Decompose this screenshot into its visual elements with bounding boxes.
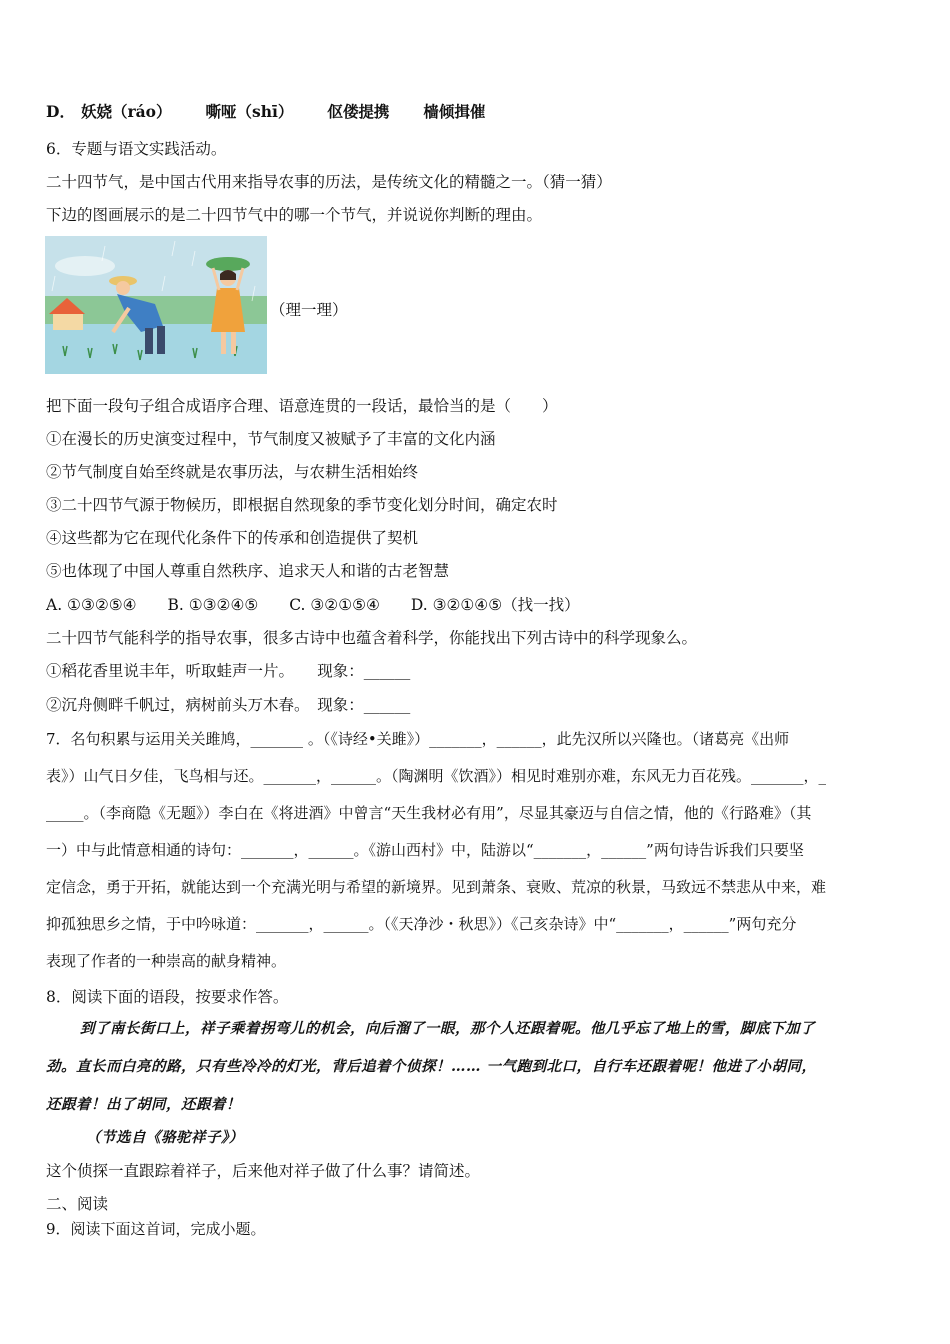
q8-title: 8．阅读下面的语段，按要求作答。 <box>46 988 289 1006</box>
section-2-title: 二、阅读 <box>46 1195 109 1213</box>
q6-sentence-5: ⑤也体现了中国人尊重自然秩序、追求天人和谐的古老智慧 <box>46 562 450 580</box>
house-wall <box>53 314 83 330</box>
option-d-item-3: 伛偻提携 <box>327 102 390 121</box>
q7-line-1: 7．名句积累与运用关关雎鸠，_______ 。（《诗经•关雎》）_______，______，此先汉所以兴隆也。（诸葛亮《出师 <box>46 730 790 748</box>
option-d-label: D． <box>46 102 75 121</box>
option-d-row <box>46 102 519 122</box>
q8-passage-line-3: 还跟着！出了胡同，还跟着！ <box>46 1096 241 1113</box>
option-d-item-2: 嘶哑（shī） <box>205 102 294 121</box>
q7-line-2: 表》）山气日夕佳，飞鸟相与还。_______，______。（陶渊明《饮酒》）相见时难别亦难，东风无力百花残。_______，_ <box>46 767 827 785</box>
q9-prompt: 9．阅读下面这首词，完成小题。 <box>46 1220 266 1238</box>
q6-sentence-3: ③二十四节气源于物候历，即根据自然现象的季节变化划分时间，确定农时 <box>46 496 558 514</box>
q6-sentence-4: ④这些都为它在现代化条件下的传承和创造提供了契机 <box>46 529 419 547</box>
q6-poem-1: ①稻花香里说丰年，听取蛙声一片。 现象：______ <box>46 662 411 680</box>
q6-poem-2: ②沉舟侧畔千帆过，病树前头万木春。 现象：______ <box>46 696 411 714</box>
option-d-item-1: 妖娆（ráo） <box>80 102 172 121</box>
q8-passage-line-1: 到了南长街口上，祥子乘着拐弯儿的机会，向后溜了一眼，那个人还跟着呢。他几乎忘了地上的雪，脚底下加了 <box>80 1020 815 1037</box>
q6-intro: 二十四节气，是中国古代用来指导农事的历法，是传统文化的精髓之一。（猜一猜） <box>46 173 612 191</box>
q6-order-question: 把下面一段句子组合成语序合理、语意连贯的一段话，最恰当的是（ ） <box>46 397 558 415</box>
q8-passage-line-2: 劲。直长而白亮的路，只有些冷冷的灯光，背后追着个侦探！…… 一气跑到北口，自行车还跟着呢！他进了小胡同， <box>46 1058 817 1075</box>
q7-line-4: 一）中与此情意相通的诗句：_______，______。《游山西村》中，陆游以“_______，______”两句诗告诉我们只要坚 <box>46 841 804 859</box>
solar-term-illustration <box>45 236 267 374</box>
q6-image-caption: （理一理） <box>270 301 348 319</box>
q7-line-6: 抑孤独思乡之情，于中吟咏道：_______，______。（《天净沙・秋思》）《己亥杂诗》中“_______，______”两句充分 <box>46 915 797 933</box>
q6-sentence-2: ②节气制度自始至终就是农事历法，与农耕生活相始终 <box>46 463 419 481</box>
option-d-item-4: 樯倾揖催 <box>423 102 486 121</box>
q6-science-prompt: 二十四节气能科学的指导农事，很多古诗中也蕴含着科学，你能找出下列古诗中的科学现象么。 <box>46 629 698 647</box>
q7-line-5: 定信念，勇于开拓，就能达到一个充满光明与希望的新境界。见到萧条、衰败、荒凉的秋景，马致远不禁悲从中来，难 <box>46 878 827 896</box>
cloud <box>55 256 115 276</box>
q6-prompt: 下边的图画展示的是二十四节气中的哪一个节气，并说说你判断的理由。 <box>46 206 543 224</box>
q6-title: 6．专题与语文实践活动。 <box>46 140 227 158</box>
q6-choices: A. ①③②⑤④ B. ①③②④⑤ C. ③②①⑤④ D. ③②①④⑤（找一找） <box>46 596 580 614</box>
q7-line-7: 表现了作者的一种崇高的献身精神。 <box>46 952 287 970</box>
q8-source: （节选自《骆驼祥子》） <box>86 1129 244 1146</box>
q7-line-3: _____。（李商隐《无题》）李白在《将进酒》中曾言“天生我材必有用”，尽显其豪迈与自信之情，他的《行路难》（其 <box>46 804 812 822</box>
q8-question: 这个侦探一直跟踪着祥子，后来他对祥子做了什么事？请简述。 <box>46 1162 481 1180</box>
q6-sentence-1: ①在漫长的历史演变过程中，节气制度又被赋予了丰富的文化内涵 <box>46 430 496 448</box>
